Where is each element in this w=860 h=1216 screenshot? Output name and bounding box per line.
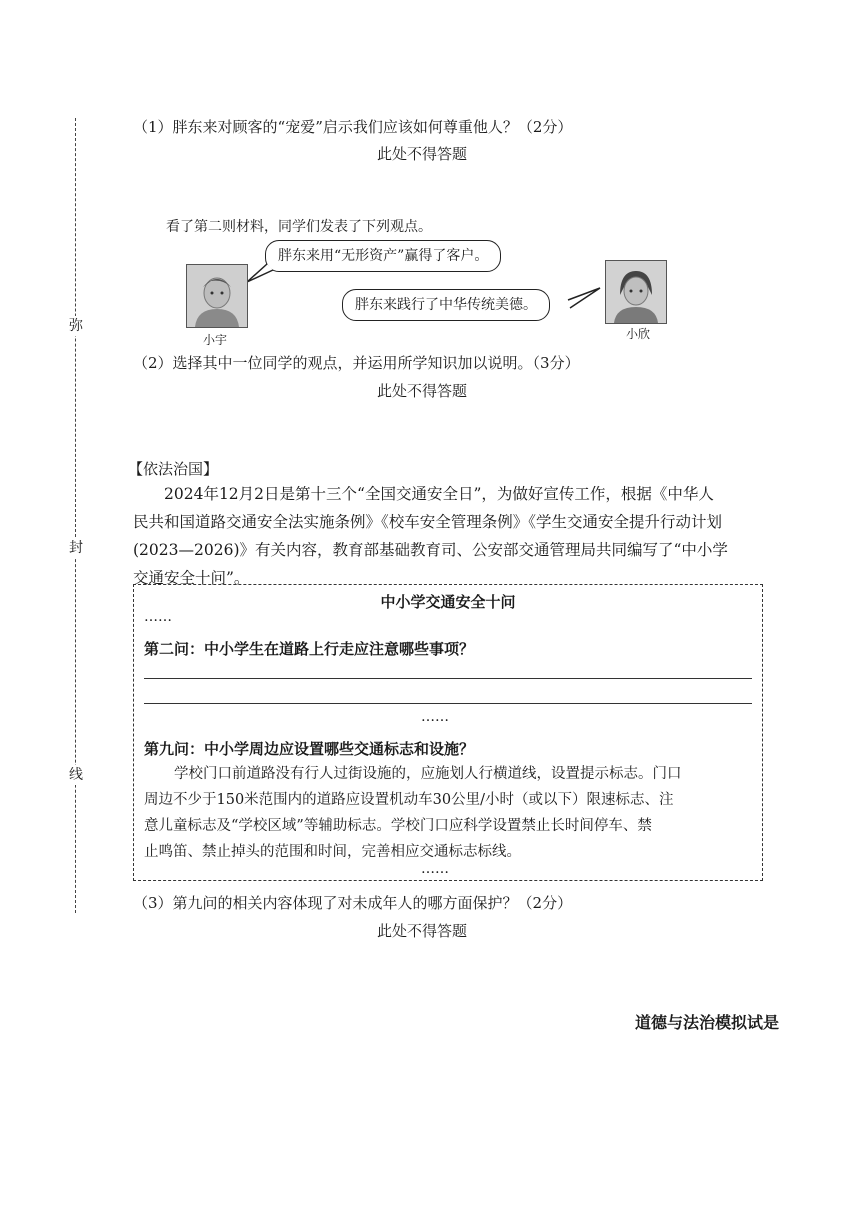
bubble-tail-1 bbox=[245, 262, 275, 284]
answer-line-text-4: 止鸣笛、禁止掉头的范围和时间，完善相应交通标志标线。 bbox=[144, 844, 521, 860]
no-answer-note-2: 此处不得答题 bbox=[377, 382, 468, 400]
bubble-tail-2 bbox=[566, 286, 602, 312]
safety-questions-box bbox=[133, 584, 763, 881]
no-answer-note-3: 此处不得答题 bbox=[377, 922, 468, 940]
box-ellipsis-middle: …… bbox=[421, 709, 449, 725]
box-ellipsis-top: …… bbox=[144, 609, 172, 625]
para-line-1: 2024年12月2日是第十三个“全国交通安全日”，为做好宣传工作，根据《中华人 bbox=[164, 485, 714, 503]
avatar-xiaoyu bbox=[186, 264, 248, 328]
page-footer: 道德与法治模拟试是 bbox=[635, 1015, 780, 1032]
question-1: （1）胖东来对顾客的“宠爱”启示我们应该如何尊重他人？（2分） bbox=[133, 118, 573, 136]
student-name-xiaoyu: 小宇 bbox=[203, 333, 228, 347]
question-nine: 第九问：中小学周边应设置哪些交通标志和设施？ bbox=[144, 741, 475, 758]
avatar-xiaoxin bbox=[605, 260, 667, 324]
box-title: 中小学交通安全十问 bbox=[380, 594, 516, 611]
student-name-xiaoxin: 小欣 bbox=[626, 327, 651, 341]
section-paragraph bbox=[133, 480, 773, 592]
section-title: 【依法治国】 bbox=[128, 460, 219, 478]
question-3: （3）第九问的相关内容体现了对未成年人的哪方面保护？（2分） bbox=[133, 894, 573, 912]
margin-char-xian: 线 bbox=[66, 765, 86, 785]
speech-bubble-1: 胖东来用“无形资产”赢得了客户。 bbox=[265, 240, 501, 272]
answer-line-text-1: 学校门口前道路没有行人过街设施的，应施划人行横道线，设置提示标志。门口 bbox=[174, 766, 682, 782]
answer-line-1 bbox=[144, 678, 752, 679]
box-ellipsis-bottom: …… bbox=[421, 861, 449, 877]
no-answer-note-1: 此处不得答题 bbox=[377, 145, 468, 163]
para-line-3: (2023—2026)》有关内容，教育部基础教育司、公安部交通管理局共同编写了“中小学 bbox=[133, 541, 728, 559]
answer-line-text-2: 周边不少于150米范围内的道路应设置机动车30公里/小时（或以下）限速标志、注 bbox=[144, 792, 674, 808]
para-line-4: 交通安全十问”。 bbox=[133, 569, 250, 587]
question-nine-answer bbox=[144, 761, 682, 865]
material-intro: 看了第二则材料，同学们发表了下列观点。 bbox=[166, 219, 432, 235]
answer-line-2 bbox=[144, 703, 752, 704]
margin-char-mi: 弥 bbox=[66, 316, 86, 336]
answer-line-text-3: 意儿童标志及“学校区域”等辅助标志。学校门口应科学设置禁止长时间停车、禁 bbox=[144, 818, 652, 834]
speech-bubble-2: 胖东来践行了中华传统美德。 bbox=[342, 289, 550, 321]
binding-line bbox=[75, 118, 76, 913]
question-2: （2）选择其中一位同学的观点，并运用所学知识加以说明。（3分） bbox=[133, 354, 580, 372]
margin-char-feng: 封 bbox=[66, 538, 86, 558]
para-line-2: 民共和国道路交通安全法实施条例》《校车安全管理条例》《学生交通安全提升行动计划 bbox=[133, 513, 723, 531]
question-two: 第二问：中小学生在道路上行走应注意哪些事项？ bbox=[144, 641, 475, 658]
